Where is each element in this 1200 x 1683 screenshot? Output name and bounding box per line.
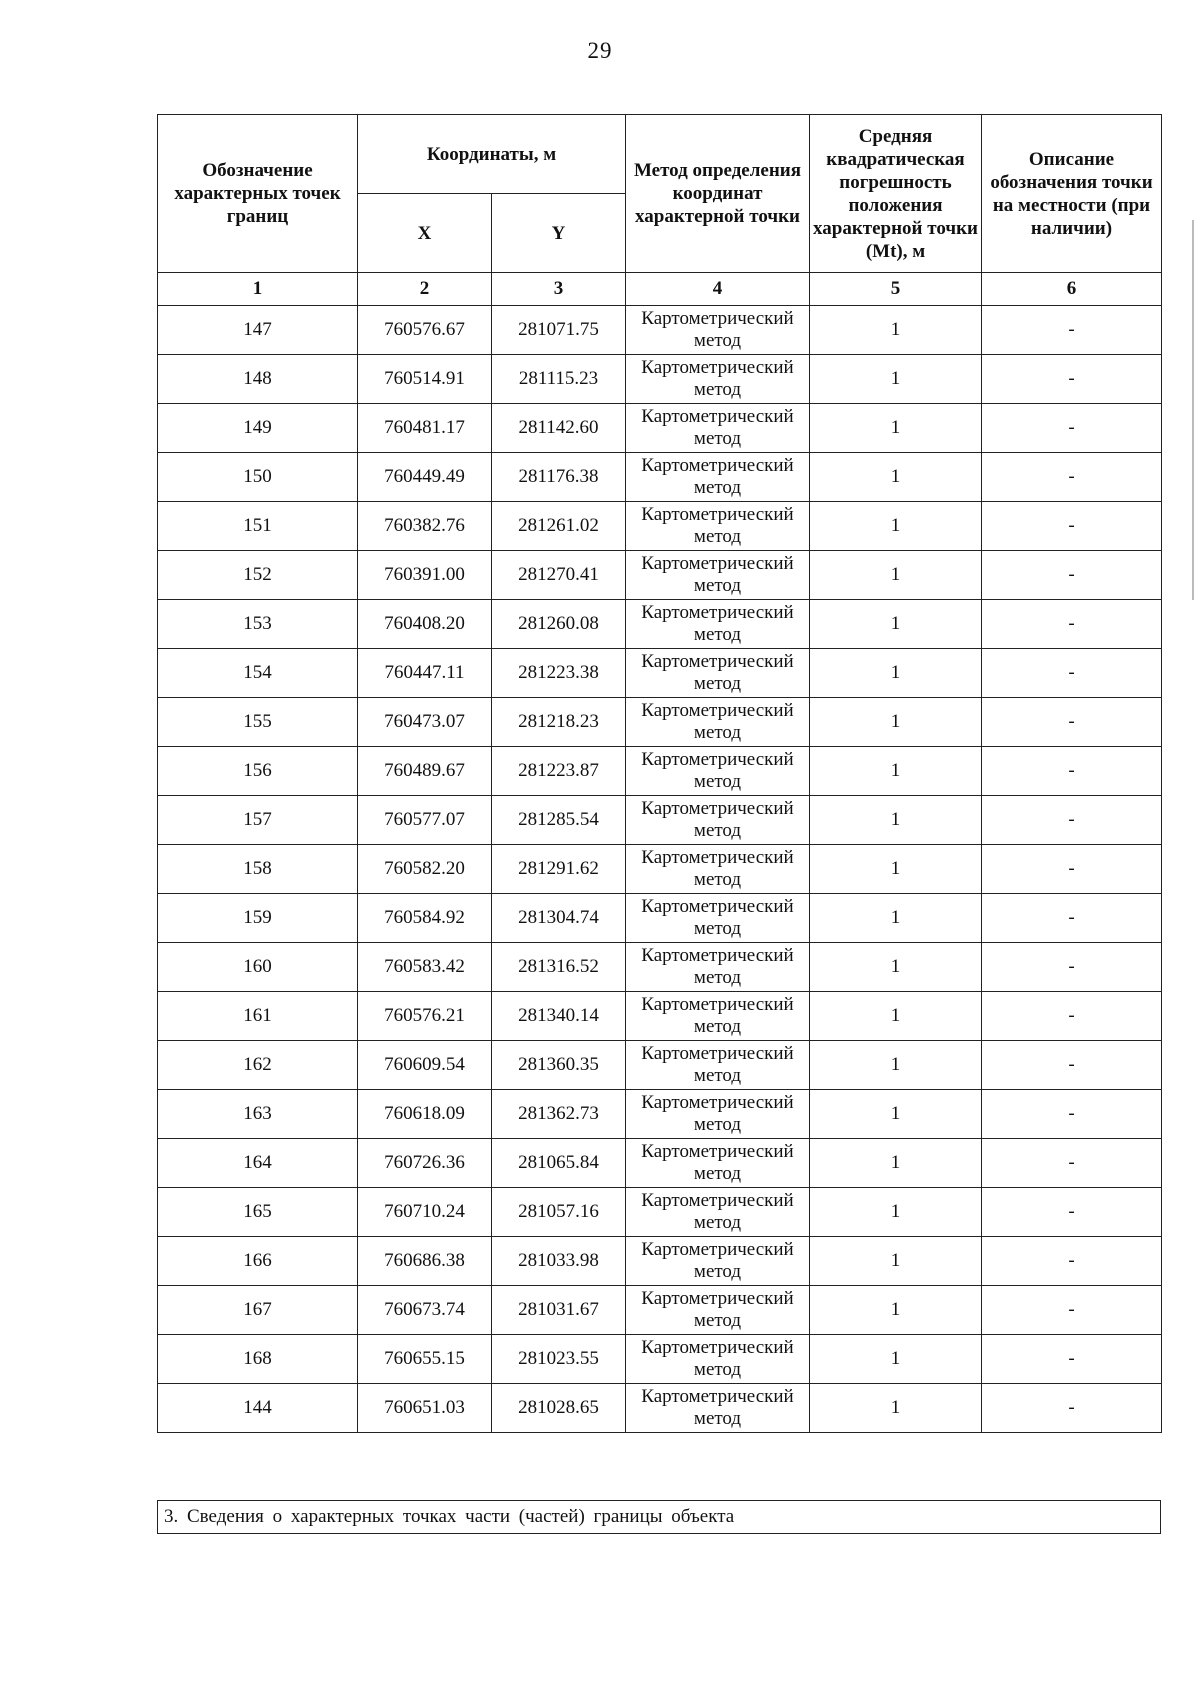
point-cell: 144 — [158, 1384, 358, 1433]
table-row — [158, 649, 1162, 698]
point-cell: 166 — [158, 1237, 358, 1286]
column-number-row — [158, 273, 1162, 306]
x-cell: 760583.42 — [358, 943, 492, 992]
description-cell: - — [982, 1090, 1162, 1139]
point-cell: 148 — [158, 355, 358, 404]
error-cell: 1 — [810, 502, 982, 551]
y-cell: 281071.75 — [492, 306, 626, 355]
method-cell: Картометрический метод — [626, 1237, 810, 1286]
x-cell: 760514.91 — [358, 355, 492, 404]
error-cell: 1 — [810, 453, 982, 502]
table-row — [158, 1335, 1162, 1384]
table-row — [158, 747, 1162, 796]
description-cell: - — [982, 404, 1162, 453]
method-cell: Картометрический метод — [626, 845, 810, 894]
error-cell: 1 — [810, 1286, 982, 1335]
x-cell: 760481.17 — [358, 404, 492, 453]
column-number: 5 — [810, 273, 982, 306]
y-cell: 281031.67 — [492, 1286, 626, 1335]
description-cell: - — [982, 306, 1162, 355]
point-cell: 149 — [158, 404, 358, 453]
error-cell: 1 — [810, 306, 982, 355]
x-cell: 760584.92 — [358, 894, 492, 943]
description-cell: - — [982, 1335, 1162, 1384]
description-cell: - — [982, 1286, 1162, 1335]
x-cell: 760382.76 — [358, 502, 492, 551]
y-cell: 281304.74 — [492, 894, 626, 943]
table-row — [158, 698, 1162, 747]
point-cell: 167 — [158, 1286, 358, 1335]
description-cell: - — [982, 551, 1162, 600]
column-number: 6 — [982, 273, 1162, 306]
y-cell: 281223.87 — [492, 747, 626, 796]
point-cell: 165 — [158, 1188, 358, 1237]
method-cell: Картометрический метод — [626, 1139, 810, 1188]
point-cell: 153 — [158, 600, 358, 649]
description-cell: - — [982, 649, 1162, 698]
x-cell: 760726.36 — [358, 1139, 492, 1188]
header-error: Средняя квадратическая погрешность положения характерной точки (Mt), м — [810, 115, 982, 273]
point-cell: 164 — [158, 1139, 358, 1188]
table-row — [158, 502, 1162, 551]
error-cell: 1 — [810, 551, 982, 600]
method-cell: Картометрический метод — [626, 1041, 810, 1090]
table-row — [158, 943, 1162, 992]
description-cell: - — [982, 1188, 1162, 1237]
table-row — [158, 404, 1162, 453]
description-cell: - — [982, 796, 1162, 845]
x-cell: 760577.07 — [358, 796, 492, 845]
error-cell: 1 — [810, 747, 982, 796]
method-cell: Картометрический метод — [626, 551, 810, 600]
x-cell: 760391.00 — [358, 551, 492, 600]
description-cell: - — [982, 698, 1162, 747]
method-cell: Картометрический метод — [626, 600, 810, 649]
x-cell: 760651.03 — [358, 1384, 492, 1433]
y-cell: 281033.98 — [492, 1237, 626, 1286]
y-cell: 281360.35 — [492, 1041, 626, 1090]
table-row — [158, 1041, 1162, 1090]
point-cell: 168 — [158, 1335, 358, 1384]
method-cell: Картометрический метод — [626, 796, 810, 845]
x-cell: 760576.21 — [358, 992, 492, 1041]
y-cell: 281065.84 — [492, 1139, 626, 1188]
x-cell: 760686.38 — [358, 1237, 492, 1286]
error-cell: 1 — [810, 1041, 982, 1090]
header-coordinates: Координаты, м — [358, 115, 626, 194]
error-cell: 1 — [810, 355, 982, 404]
x-cell: 760655.15 — [358, 1335, 492, 1384]
point-cell: 154 — [158, 649, 358, 698]
table-row — [158, 894, 1162, 943]
y-cell: 281340.14 — [492, 992, 626, 1041]
method-cell: Картометрический метод — [626, 306, 810, 355]
method-cell: Картометрический метод — [626, 502, 810, 551]
point-cell: 161 — [158, 992, 358, 1041]
y-cell: 281142.60 — [492, 404, 626, 453]
error-cell: 1 — [810, 404, 982, 453]
column-number: 2 — [358, 273, 492, 306]
description-cell: - — [982, 355, 1162, 404]
x-cell: 760582.20 — [358, 845, 492, 894]
method-cell: Картометрический метод — [626, 1335, 810, 1384]
description-cell: - — [982, 845, 1162, 894]
description-cell: - — [982, 1139, 1162, 1188]
table-row — [158, 306, 1162, 355]
column-number: 1 — [158, 273, 358, 306]
y-cell: 281023.55 — [492, 1335, 626, 1384]
error-cell: 1 — [810, 1139, 982, 1188]
y-cell: 281316.52 — [492, 943, 626, 992]
header-x: X — [358, 194, 492, 273]
header-y: Y — [492, 194, 626, 273]
y-cell: 281285.54 — [492, 796, 626, 845]
error-cell: 1 — [810, 943, 982, 992]
method-cell: Картометрический метод — [626, 1090, 810, 1139]
description-cell: - — [982, 502, 1162, 551]
description-cell: - — [982, 600, 1162, 649]
method-cell: Картометрический метод — [626, 894, 810, 943]
method-cell: Картометрический метод — [626, 747, 810, 796]
x-cell: 760447.11 — [358, 649, 492, 698]
x-cell: 760408.20 — [358, 600, 492, 649]
table-row — [158, 453, 1162, 502]
method-cell: Картометрический метод — [626, 1188, 810, 1237]
point-cell: 147 — [158, 306, 358, 355]
error-cell: 1 — [810, 600, 982, 649]
table-row — [158, 1090, 1162, 1139]
y-cell: 281028.65 — [492, 1384, 626, 1433]
point-cell: 163 — [158, 1090, 358, 1139]
x-cell: 760473.07 — [358, 698, 492, 747]
header-point-designation: Обозначение характерных точек границ — [158, 115, 358, 273]
point-cell: 150 — [158, 453, 358, 502]
table-row — [158, 1139, 1162, 1188]
table-row — [158, 1237, 1162, 1286]
description-cell: - — [982, 1041, 1162, 1090]
error-cell: 1 — [810, 845, 982, 894]
table-row — [158, 992, 1162, 1041]
error-cell: 1 — [810, 1188, 982, 1237]
description-cell: - — [982, 894, 1162, 943]
description-cell: - — [982, 1384, 1162, 1433]
error-cell: 1 — [810, 796, 982, 845]
point-cell: 155 — [158, 698, 358, 747]
error-cell: 1 — [810, 1384, 982, 1433]
method-cell: Картометрический метод — [626, 698, 810, 747]
y-cell: 281260.08 — [492, 600, 626, 649]
error-cell: 1 — [810, 1237, 982, 1286]
method-cell: Картометрический метод — [626, 1286, 810, 1335]
method-cell: Картометрический метод — [626, 453, 810, 502]
y-cell: 281218.23 — [492, 698, 626, 747]
table-row — [158, 1384, 1162, 1433]
x-cell: 760489.67 — [358, 747, 492, 796]
method-cell: Картометрический метод — [626, 404, 810, 453]
description-cell: - — [982, 992, 1162, 1041]
description-cell: - — [982, 453, 1162, 502]
error-cell: 1 — [810, 992, 982, 1041]
section-title: 3. Сведения о характерных точках части (частей) границы объекта — [157, 1500, 1161, 1534]
method-cell: Картометрический метод — [626, 649, 810, 698]
description-cell: - — [982, 943, 1162, 992]
y-cell: 281270.41 — [492, 551, 626, 600]
method-cell: Картометрический метод — [626, 992, 810, 1041]
y-cell: 281362.73 — [492, 1090, 626, 1139]
point-cell: 151 — [158, 502, 358, 551]
header-method: Метод определения координат характерной точки — [626, 115, 810, 273]
page-number: 29 — [587, 38, 613, 63]
table-body — [158, 306, 1162, 1433]
table-row — [158, 1188, 1162, 1237]
x-cell: 760576.67 — [358, 306, 492, 355]
table-row — [158, 600, 1162, 649]
point-cell: 160 — [158, 943, 358, 992]
coordinates-table — [157, 114, 1162, 1433]
method-cell: Картометрический метод — [626, 1384, 810, 1433]
method-cell: Картометрический метод — [626, 355, 810, 404]
error-cell: 1 — [810, 1090, 982, 1139]
point-cell: 159 — [158, 894, 358, 943]
x-cell: 760609.54 — [358, 1041, 492, 1090]
point-cell: 156 — [158, 747, 358, 796]
description-cell: - — [982, 1237, 1162, 1286]
table-row — [158, 845, 1162, 894]
error-cell: 1 — [810, 894, 982, 943]
error-cell: 1 — [810, 698, 982, 747]
coordinates-table-container — [157, 114, 1161, 1433]
column-number: 3 — [492, 273, 626, 306]
error-cell: 1 — [810, 649, 982, 698]
point-cell: 157 — [158, 796, 358, 845]
x-cell: 760618.09 — [358, 1090, 492, 1139]
x-cell: 760673.74 — [358, 1286, 492, 1335]
method-cell: Картометрический метод — [626, 943, 810, 992]
y-cell: 281057.16 — [492, 1188, 626, 1237]
y-cell: 281223.38 — [492, 649, 626, 698]
y-cell: 281176.38 — [492, 453, 626, 502]
y-cell: 281261.02 — [492, 502, 626, 551]
point-cell: 152 — [158, 551, 358, 600]
x-cell: 760710.24 — [358, 1188, 492, 1237]
table-row — [158, 796, 1162, 845]
table-row — [158, 551, 1162, 600]
point-cell: 158 — [158, 845, 358, 894]
point-cell: 162 — [158, 1041, 358, 1090]
scan-edge-mark — [1192, 220, 1194, 600]
error-cell: 1 — [810, 1335, 982, 1384]
y-cell: 281291.62 — [492, 845, 626, 894]
description-cell: - — [982, 747, 1162, 796]
table-row — [158, 1286, 1162, 1335]
x-cell: 760449.49 — [358, 453, 492, 502]
table-row — [158, 355, 1162, 404]
y-cell: 281115.23 — [492, 355, 626, 404]
header-description: Описание обозначения точки на местности (при наличии) — [982, 115, 1162, 273]
column-number: 4 — [626, 273, 810, 306]
